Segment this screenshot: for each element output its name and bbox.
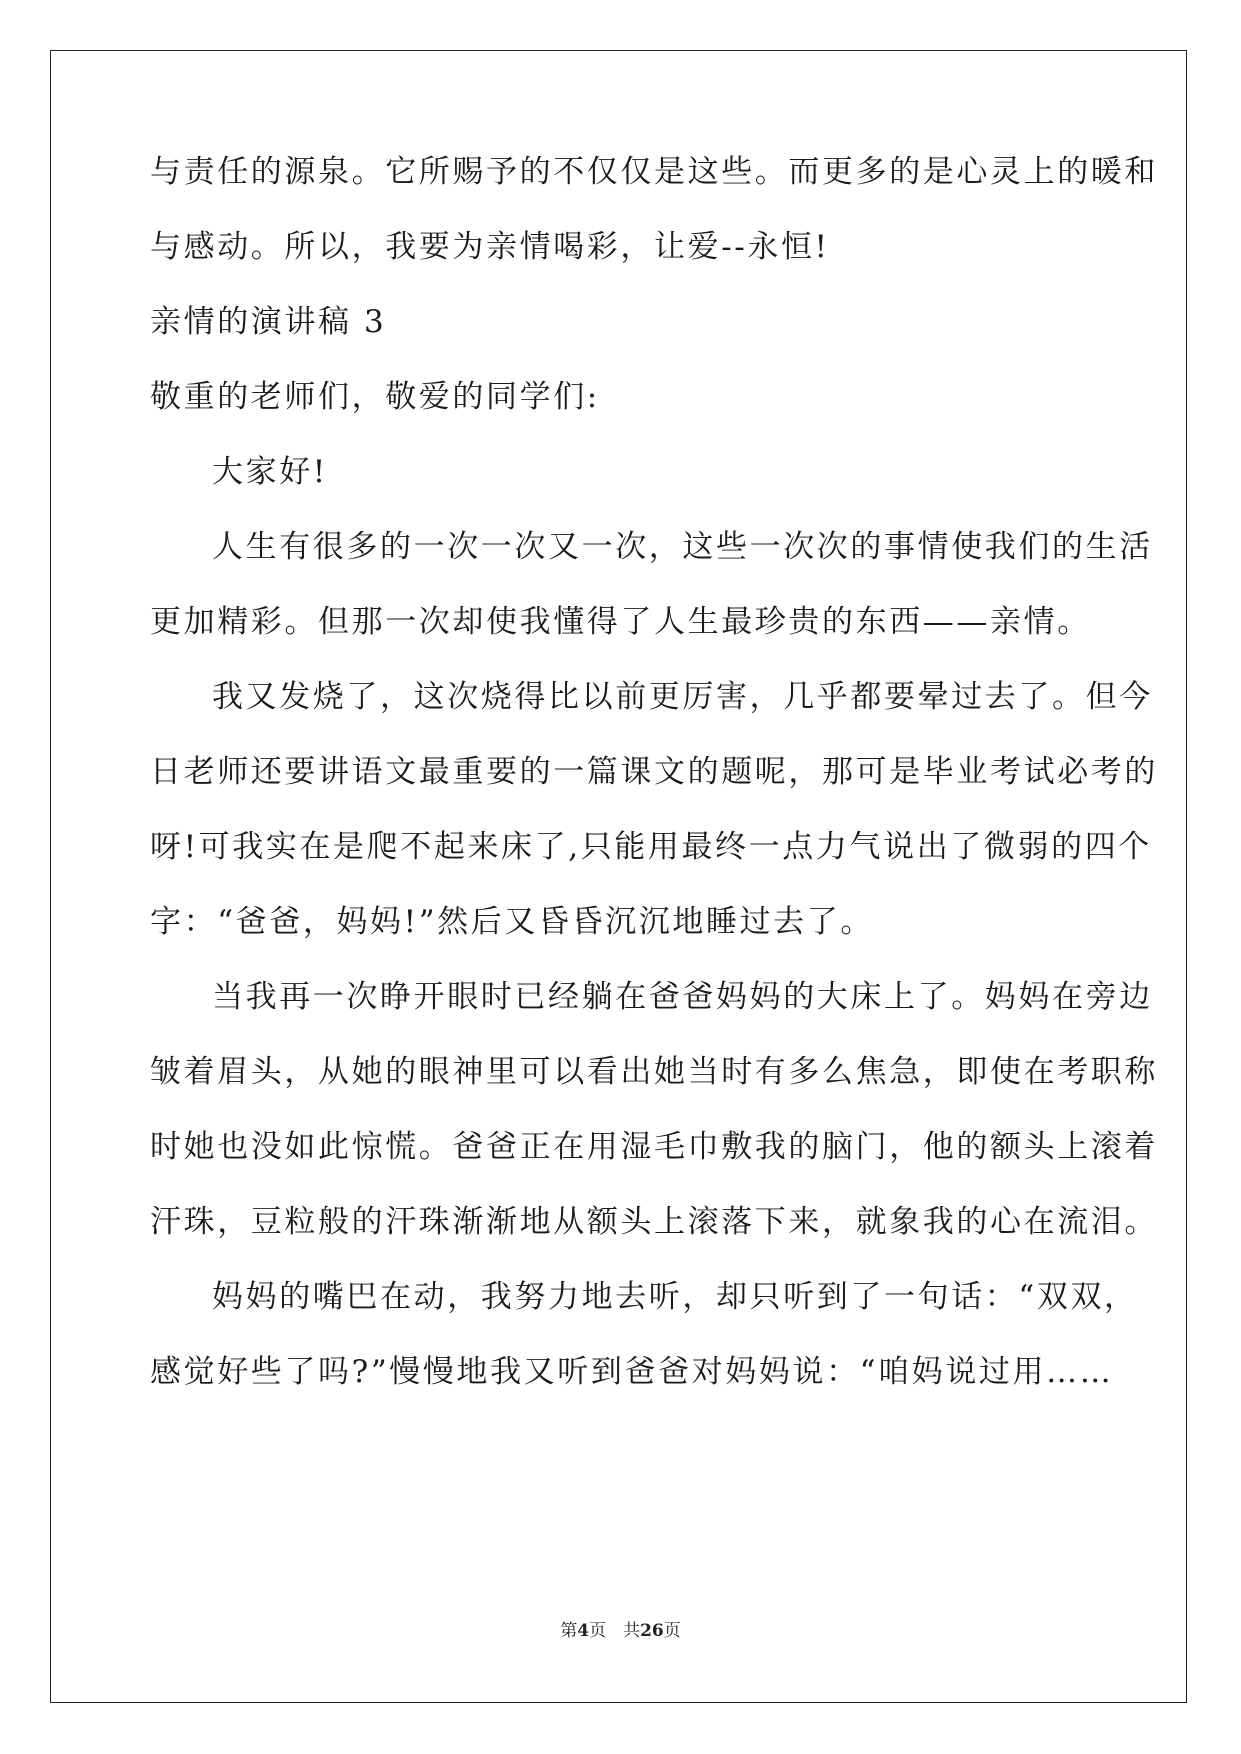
page-border — [50, 50, 1187, 1703]
text-line: 与感动。所以，我要为亲情喝彩，让爱--永恒! — [150, 229, 830, 265]
text-line: 人生有很多的一次一次又一次，这些一次次的事情使我们的生活 — [212, 529, 1153, 565]
text-line: 更加精彩。但那一次却使我懂得了人生最珍贵的东西——亲情。 — [150, 604, 1091, 640]
footer-suffix: 页 — [663, 1621, 681, 1641]
salutation: 敬重的老师们，敬爱的同学们: — [150, 379, 600, 415]
text-line: 日老师还要讲语文最重要的一篇课文的题呢，那可是毕业考试必考的 — [150, 754, 1158, 790]
section-heading: 亲情的演讲稿 3 — [150, 304, 387, 340]
current-page-number: 4 — [577, 1621, 590, 1641]
page-footer — [0, 1616, 1241, 1641]
footer-middle: 页 共 — [589, 1621, 641, 1641]
text-line: 呀!可我实在是爬不起来床了,只能用最终一点力气说出了微弱的四个 — [150, 829, 1152, 865]
greeting: 大家好! — [212, 454, 328, 490]
text-line: 感觉好些了吗?”慢慢地我又听到爸爸对妈妈说：“咱妈说过用…… — [150, 1354, 1114, 1390]
text-line: 汗珠，豆粒般的汗珠渐渐地从额头上滚落下来，就象我的心在流泪。 — [150, 1204, 1158, 1240]
text-line: 妈妈的嘴巴在动，我努力地去听，却只听到了一句话：“双双， — [212, 1279, 1138, 1315]
total-page-number: 26 — [640, 1621, 664, 1641]
text-line: 皱着眉头，从她的眼神里可以看出她当时有多么焦急，即使在考职称 — [150, 1054, 1158, 1090]
footer-prefix: 第 — [560, 1621, 578, 1641]
text-line: 当我再一次睁开眼时已经躺在爸爸妈妈的大床上了。妈妈在旁边 — [212, 979, 1153, 1015]
text-line: 时她也没如此惊慌。爸爸正在用湿毛巾敷我的脑门，他的额头上滚着 — [150, 1129, 1158, 1165]
text-line: 字：“爸爸，妈妈!”然后又昏昏沉沉地睡过去了。 — [150, 904, 874, 940]
text-line: 我又发烧了，这次烧得比以前更厉害，几乎都要晕过去了。但今 — [212, 679, 1153, 715]
text-line: 与责任的源泉。它所赐予的不仅仅是这些。而更多的是心灵上的暖和 — [150, 154, 1158, 190]
